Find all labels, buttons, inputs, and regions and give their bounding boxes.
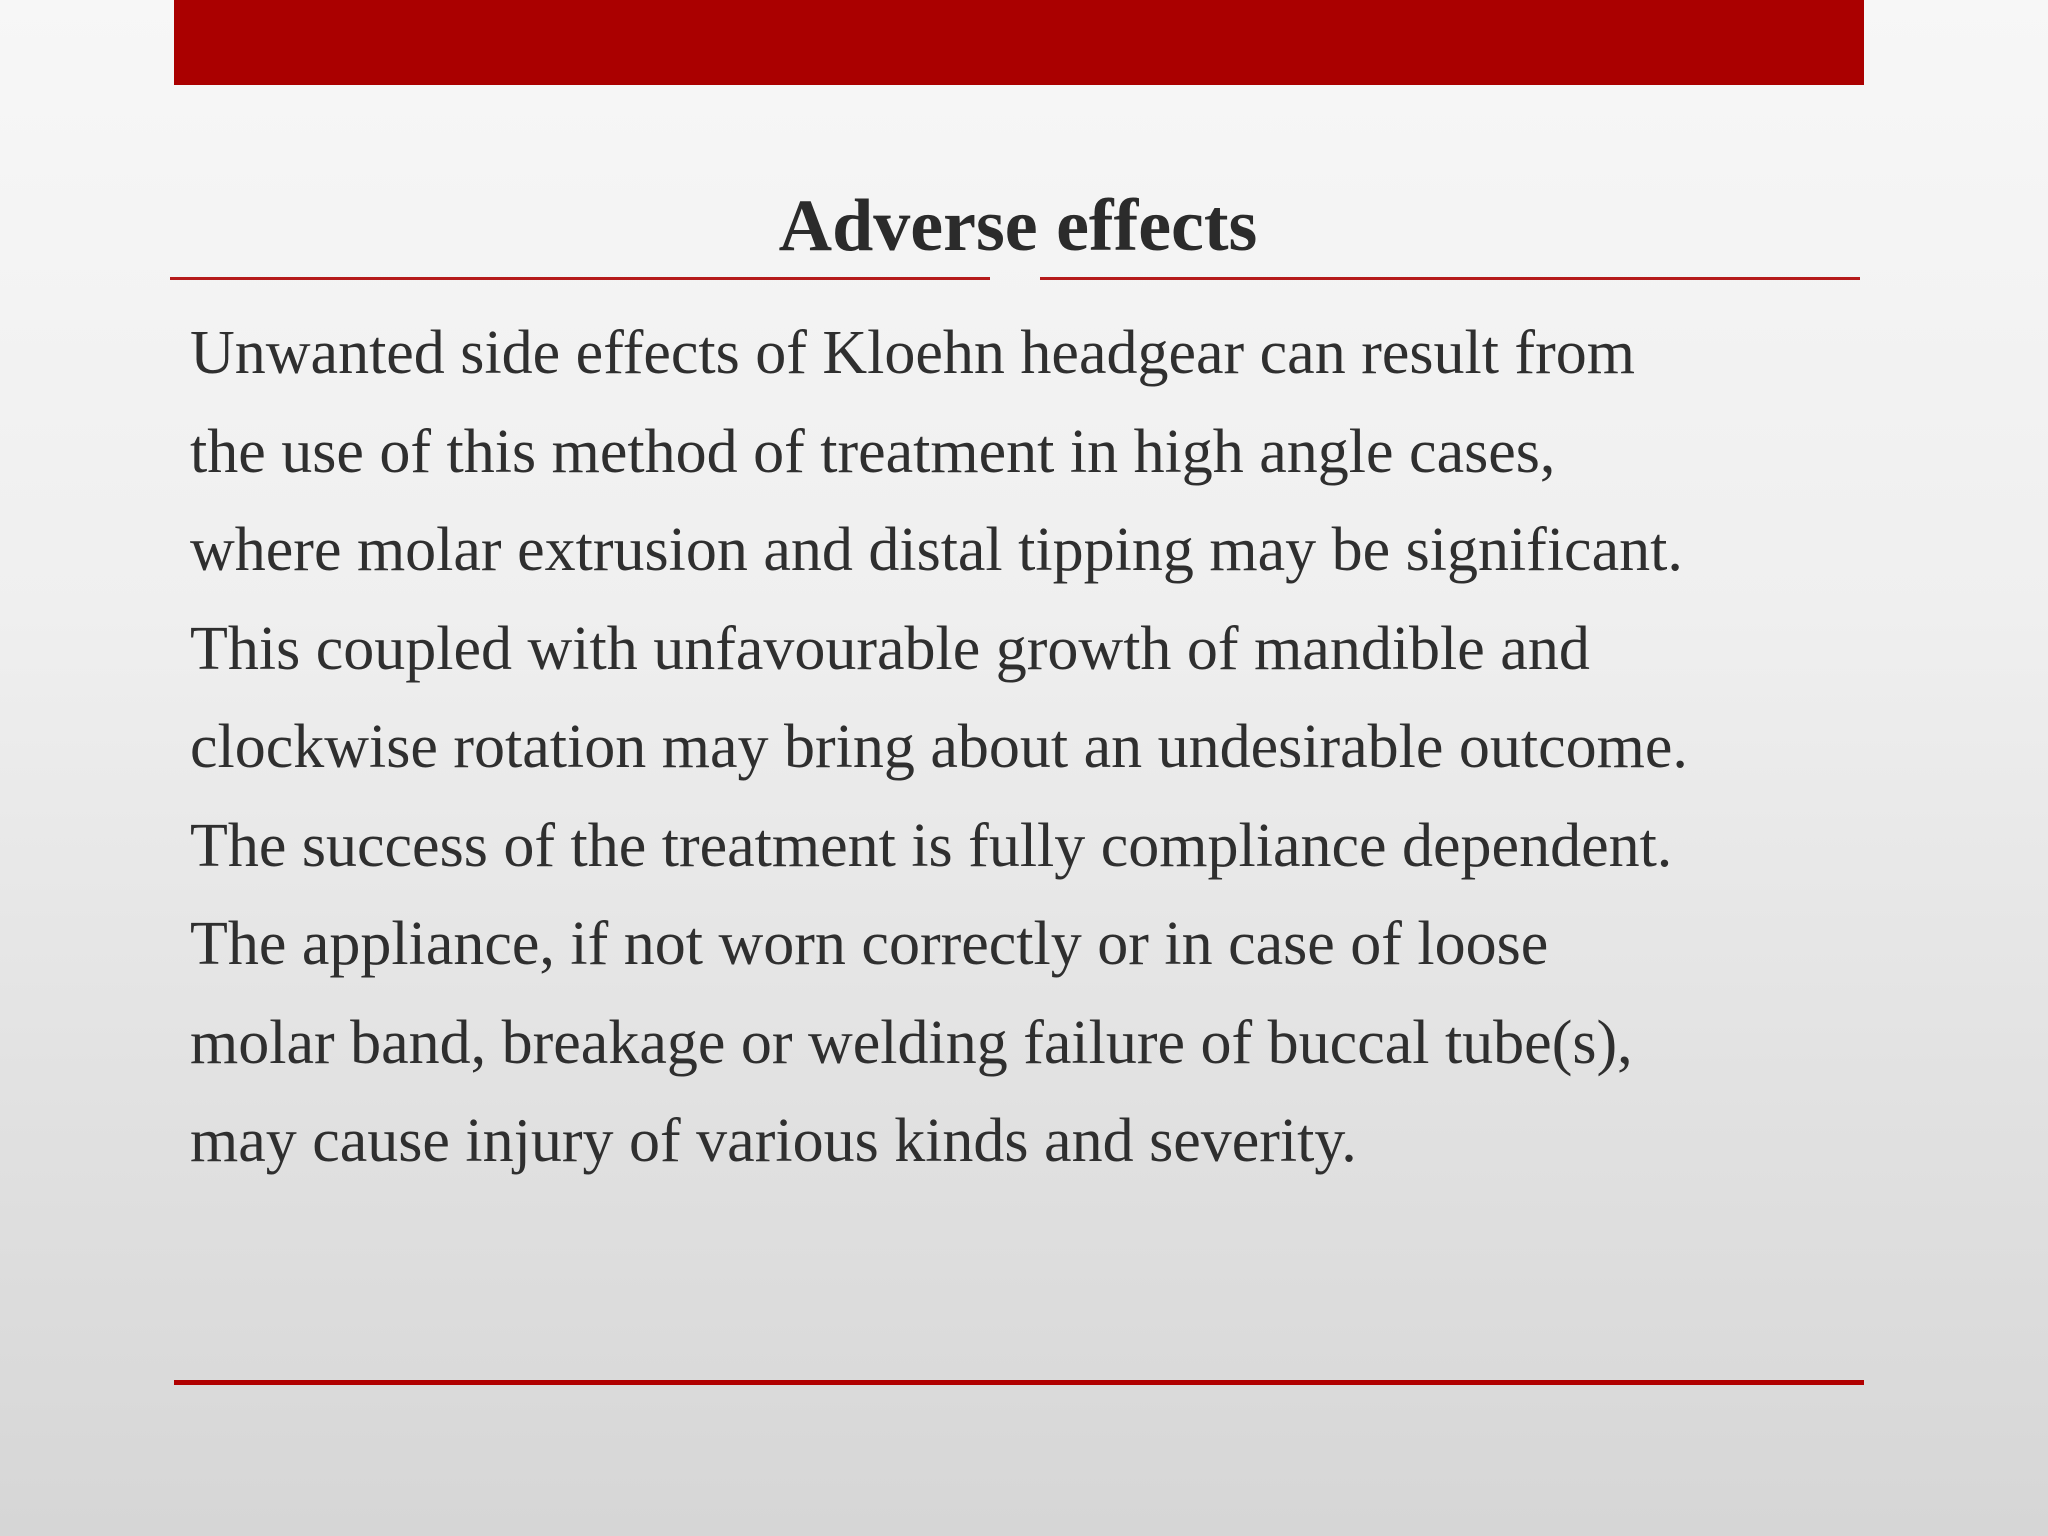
body-line: clockwise rotation may bring about an undesirable outcome. [190, 713, 1688, 781]
body-paragraph [190, 304, 1870, 1191]
body-line: the use of this method of treatment in high angle cases, [190, 417, 1556, 486]
bottom-accent-rule [174, 1380, 1864, 1385]
body-line: The appliance, if not worn correctly or in case of loose [190, 910, 1549, 978]
top-accent-bar [174, 0, 1864, 85]
body-line: Unwanted side effects of Kloehn headgear can result from [190, 319, 1635, 387]
body-line: This coupled with unfavourable growth of mandible and [190, 614, 1590, 683]
body-line: The success of the treatment is fully compliance dependent. [190, 811, 1673, 880]
slide-title: Adverse effects [778, 185, 1258, 267]
body-line: where molar extrusion and distal tipping may be significant. [190, 516, 1683, 584]
title-underline-left [170, 277, 990, 280]
title-underline-right [1040, 277, 1860, 280]
body-line: molar band, breakage or welding failure of buccal tube(s), [190, 1008, 1633, 1077]
body-line: may cause injury of various kinds and severity. [190, 1107, 1357, 1175]
